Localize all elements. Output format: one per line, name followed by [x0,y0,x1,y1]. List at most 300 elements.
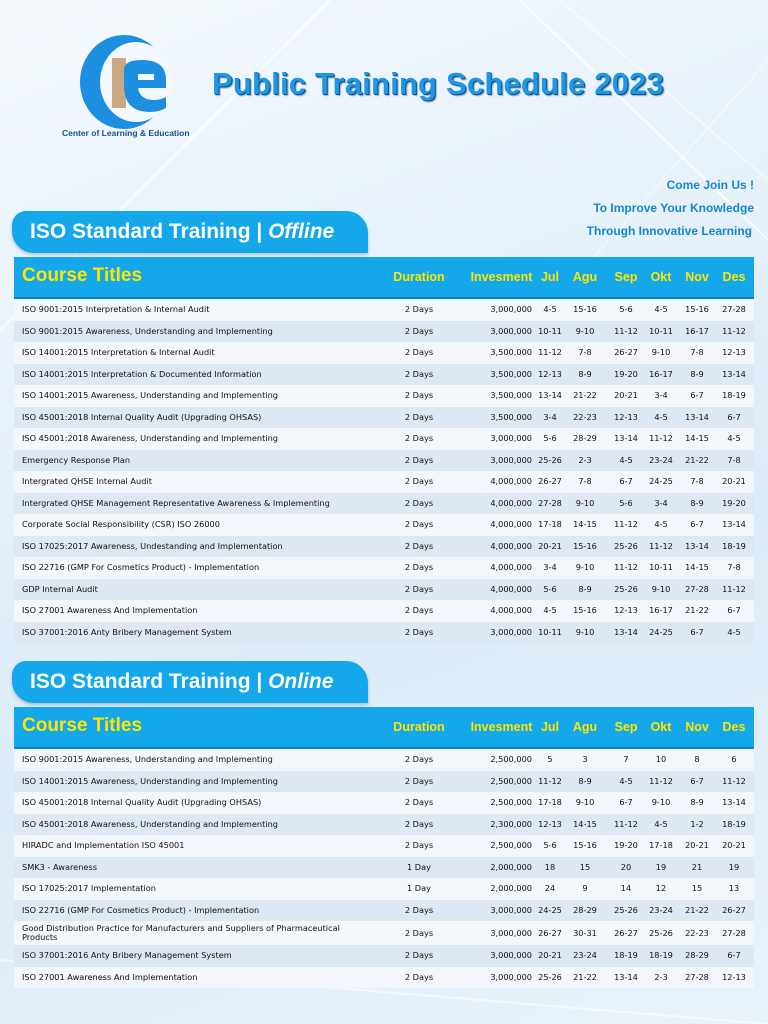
month-nov: 15-16 [685,304,709,314]
month-jul: 10-11 [538,325,562,336]
table-row [14,557,754,579]
month-jul: 3-4 [543,562,557,572]
month-jul: 25-26 [538,454,562,465]
month-agu: 28-29 [573,433,597,443]
page-title: Public Training Schedule 2023 [212,66,665,101]
duration: 2 Days [404,390,434,400]
month-nov: 15 [691,883,703,893]
duration: 2 Days [404,840,434,850]
month-agu: 8-9 [578,775,592,786]
month-des: 18-19 [722,540,746,551]
col-course-titles: Course Titles [22,265,143,286]
month-jul: 18 [544,861,556,872]
online-section-banner [12,661,368,703]
month-nov: 14-15 [685,562,709,572]
month-jul: 17-18 [538,519,562,529]
month-sep: 12-13 [614,605,638,615]
course-title: SMK3 - Awareness [22,861,97,872]
month-jul: 11-12 [538,347,562,357]
month-agu: 15-16 [573,840,597,850]
month-okt: 10-11 [649,562,673,572]
table-row [14,814,754,836]
col-des: Des [722,270,746,284]
course-title: Intergrated QHSE Management Representative Awareness & Implementing [22,497,330,508]
table-row [14,622,754,644]
course-title: ISO 45001:2018 Awareness, Understanding and Implementing [22,433,278,443]
month-agu: 9 [582,883,588,893]
month-okt: 23-24 [649,904,673,915]
course-title: ISO 17025:2017 Implementation [22,883,156,893]
month-jul: 25-26 [538,971,562,982]
investment: 4,000,000 [490,540,532,551]
month-okt: 11-12 [649,775,673,786]
month-des: 13-14 [722,797,746,807]
month-sep: 4-5 [619,454,633,465]
duration: 2 Days [404,540,434,551]
month-agu: 9-10 [575,562,595,572]
duration: 2 Days [404,476,434,486]
month-okt: 12 [655,883,667,893]
month-des: 27-28 [722,304,746,314]
month-agu: 7-8 [578,347,592,357]
month-des: 6-7 [727,950,741,960]
banner-prefix: ISO Standard Training | [30,670,269,693]
table-row [14,407,754,429]
month-agu: 23-24 [573,950,597,960]
month-jul: 10-11 [538,626,562,637]
month-des: 6-7 [727,605,741,615]
course-title: ISO 45001:2018 Awareness, Understanding and Implementing [22,818,278,829]
duration: 2 Days [404,454,434,465]
month-nov: 20-21 [685,840,709,850]
month-sep: 11-12 [614,325,638,336]
month-agu: 2-3 [578,454,592,465]
investment: 4,000,000 [490,476,532,486]
month-des: 4-5 [727,626,741,637]
investment: 3,000,000 [490,304,532,314]
month-agu: 22-23 [573,411,597,422]
tagline-3: Through Innovative Learning [586,224,752,238]
month-des: 7-8 [727,562,741,572]
duration: 2 Days [404,775,434,786]
course-title: ISO 9001:2015 Awareness, Understanding and Implementing [22,754,273,764]
month-okt: 4-5 [654,818,668,829]
duration: 2 Days [404,971,434,982]
month-agu: 9-10 [575,325,595,336]
month-okt: 4-5 [654,304,668,314]
month-jul: 20-21 [538,950,562,960]
month-nov: 21-22 [685,605,709,615]
duration: 2 Days [404,304,434,314]
course-title: ISO 27001 Awareness And Implementation [22,605,198,615]
table-row [14,967,754,989]
month-des: 26-27 [722,904,746,915]
month-nov: 21-22 [685,454,709,465]
month-nov: 13-14 [685,411,709,422]
col-jul: Jul [540,720,560,734]
month-nov: 22-23 [685,928,709,938]
month-des: 7-8 [727,454,741,465]
month-agu: 28-29 [573,904,597,915]
duration: 1 Day [407,861,431,872]
month-des: 6-7 [727,411,741,422]
month-sep: 25-26 [614,583,638,594]
month-agu: 7-8 [578,476,592,486]
month-agu: 8-9 [578,583,592,594]
month-jul: 27-28 [538,497,562,508]
table-row [14,385,754,407]
month-agu: 9-10 [575,497,595,508]
col-des: Des [722,720,746,734]
logo-tagline: Center of Learning & Education [62,128,190,138]
col-agu: Agu [572,720,598,734]
month-agu: 3 [582,754,588,764]
course-title: GDP Internal Audit [22,583,98,594]
month-des: 12-13 [722,971,746,982]
course-title: ISO 27001 Awareness And Implementation [22,971,198,982]
course-title: Emergency Response Plan [22,454,131,465]
month-des: 20-21 [722,476,746,486]
table-row [14,536,754,558]
online-table-body [14,749,754,988]
month-okt: 4-5 [654,519,668,529]
investment: 3,000,000 [490,433,532,443]
month-jul: 26-27 [538,928,562,938]
month-nov: 14-15 [685,433,709,443]
col-investment: Invesment [470,270,533,284]
investment: 4,000,000 [490,583,532,594]
table-row [14,579,754,601]
offline-table-body [14,299,754,643]
month-nov: 21-22 [685,904,709,915]
month-agu: 15-16 [573,605,597,615]
table-row [14,321,754,343]
month-agu: 14-15 [573,519,597,529]
table-row [14,600,754,622]
table-row [14,471,754,493]
month-nov: 13-14 [685,540,709,551]
investment: 4,000,000 [490,497,532,508]
col-okt: Okt [650,720,672,734]
month-sep: 19-20 [614,840,638,850]
month-okt: 11-12 [649,433,673,443]
month-sep: 5-6 [619,304,633,314]
duration: 2 Days [404,347,434,357]
month-nov: 6-7 [690,775,704,786]
course-title: ISO 14001:2015 Awareness, Understanding and Implementing [22,390,278,400]
month-agu: 21-22 [573,971,597,982]
course-title: Intergrated QHSE Internal Audit [22,476,152,486]
table-row [14,493,754,515]
month-okt: 11-12 [649,540,673,551]
month-sep: 13-14 [614,433,638,443]
investment: 3,000,000 [490,950,532,960]
month-jul: 26-27 [538,476,562,486]
col-nov: Nov [685,720,709,734]
duration: 2 Days [404,904,434,915]
table-row [14,792,754,814]
col-jul: Jul [540,270,560,284]
investment: 4,000,000 [490,519,532,529]
month-nov: 16-17 [685,325,709,336]
month-sep: 4-5 [619,775,633,786]
course-title: ISO 37001:2016 Anty Bribery Management System [22,950,232,960]
col-agu: Agu [572,270,598,284]
month-des: 6 [731,754,737,764]
month-agu: 30-31 [573,928,597,938]
course-title: ISO 17025:2017 Awareness, Undestanding and Implementation [22,540,283,551]
month-des: 19-20 [722,497,746,508]
investment: 4,000,000 [490,605,532,615]
month-sep: 25-26 [614,540,638,551]
col-duration: Duration [393,270,445,284]
month-des: 4-5 [727,433,741,443]
month-nov: 8-9 [690,368,704,379]
month-okt: 19 [655,861,667,872]
month-des: 13-14 [722,519,746,529]
investment: 3,500,000 [490,411,532,422]
month-sep: 18-19 [614,950,638,960]
month-sep: 11-12 [614,562,638,572]
col-sep: Sep [614,270,638,284]
month-sep: 25-26 [614,904,638,915]
tagline-1: Come Join Us ! [666,178,754,192]
investment: 3,000,000 [490,904,532,915]
month-jul: 24 [544,883,556,893]
month-okt: 16-17 [649,605,673,615]
offline-section-banner [12,211,368,253]
investment: 4,000,000 [490,562,532,572]
table-header [14,707,754,749]
col-course-titles: Course Titles [22,715,143,736]
duration: 2 Days [404,411,434,422]
month-sep: 13-14 [614,971,638,982]
duration: 2 Days [404,605,434,615]
duration: 2 Days [404,928,434,938]
month-nov: 27-28 [685,583,709,594]
course-title: ISO 37001:2016 Anty Bribery Management System [22,626,232,637]
table-row [14,878,754,900]
month-agu: 21-22 [573,390,597,400]
duration: 2 Days [404,433,434,443]
month-jul: 5-6 [543,840,557,850]
month-sep: 6-7 [619,797,633,807]
month-nov: 7-8 [690,476,704,486]
investment: 2,000,000 [490,861,532,872]
month-okt: 23-24 [649,454,673,465]
month-nov: 27-28 [685,971,709,982]
month-des: 20-21 [722,840,746,850]
course-title: ISO 22716 (GMP For Cosmetics Product) - Implementation [22,562,260,572]
duration: 2 Days [404,818,434,829]
investment: 3,000,000 [490,325,532,336]
col-nov: Nov [685,270,709,284]
duration: 2 Days [404,626,434,637]
month-okt: 25-26 [649,928,673,938]
month-okt: 10 [655,754,667,764]
month-sep: 20 [620,861,632,872]
investment: 3,500,000 [490,347,532,357]
course-title: Good Distribution Practice for Manufacturers and Suppliers of Pharmaceutical Products [22,924,340,942]
col-duration: Duration [393,720,445,734]
month-des: 11-12 [722,583,746,594]
investment: 2,300,000 [490,818,532,829]
month-okt: 16-17 [649,368,673,379]
table-row [14,364,754,386]
month-nov: 8 [694,754,700,764]
table-row [14,342,754,364]
month-des: 13-14 [722,368,746,379]
month-sep: 12-13 [614,411,638,422]
course-title: ISO 45001:2018 Internal Quality Audit (Upgrading OHSAS) [22,411,262,422]
month-agu: 15-16 [573,540,597,551]
month-okt: 18-19 [649,950,673,960]
course-title: Corporate Social Responsibility (CSR) ISO 26000 [22,519,220,529]
duration: 2 Days [404,562,434,572]
month-jul: 12-13 [538,368,562,379]
month-nov: 6-7 [690,519,704,529]
table-header [14,257,754,299]
month-okt: 17-18 [649,840,673,850]
duration: 2 Days [404,583,434,594]
table-row [14,857,754,879]
month-sep: 20-21 [614,390,638,400]
table-row [14,921,754,945]
month-sep: 5-6 [619,497,633,508]
table-row [14,299,754,321]
month-des: 12-13 [722,347,746,357]
month-okt: 10-11 [649,325,673,336]
course-title: ISO 14001:2015 Interpretation & Internal Audit [22,347,215,357]
month-sep: 6-7 [619,476,633,486]
month-sep: 11-12 [614,818,638,829]
month-des: 27-28 [722,928,746,938]
month-jul: 17-18 [538,797,562,807]
month-jul: 5 [547,754,553,764]
month-nov: 6-7 [690,390,704,400]
month-okt: 4-5 [654,411,668,422]
month-jul: 11-12 [538,775,562,786]
duration: 2 Days [404,950,434,960]
month-sep: 7 [623,754,629,764]
duration: 2 Days [404,754,434,764]
month-nov: 1-2 [690,818,704,829]
duration: 2 Days [404,519,434,529]
table-row [14,771,754,793]
month-nov: 28-29 [685,950,709,960]
table-row [14,945,754,967]
month-jul: 5-6 [543,583,557,594]
month-jul: 20-21 [538,540,562,551]
month-okt: 9-10 [651,583,671,594]
month-sep: 13-14 [614,626,638,637]
month-nov: 6-7 [690,626,704,637]
month-sep: 19-20 [614,368,638,379]
banner-prefix: ISO Standard Training | [30,220,269,243]
month-jul: 12-13 [538,818,562,829]
tagline-2: To Improve Your Knowledge [593,201,754,215]
table-row [14,514,754,536]
month-agu: 14-15 [573,818,597,829]
month-okt: 9-10 [651,347,671,357]
investment: 3,000,000 [490,626,532,637]
offline-schedule-table [14,257,754,643]
month-nov: 21 [691,861,703,872]
month-okt: 24-25 [649,626,673,637]
investment: 3,000,000 [490,971,532,982]
duration: 2 Days [404,368,434,379]
table-row [14,835,754,857]
month-des: 11-12 [722,325,746,336]
month-des: 13 [728,883,740,893]
course-title: ISO 45001:2018 Internal Quality Audit (Upgrading OHSAS) [22,797,262,807]
duration: 2 Days [404,497,434,508]
duration: 2 Days [404,325,434,336]
month-okt: 3-4 [654,390,668,400]
investment: 3,500,000 [490,390,532,400]
month-des: 18-19 [722,390,746,400]
banner-mode: Offline [268,220,335,243]
month-agu: 15-16 [573,304,597,314]
col-investment: Invesment [470,720,533,734]
investment: 3,000,000 [490,454,532,465]
investment: 2,500,000 [490,754,532,764]
month-des: 18-19 [722,818,746,829]
month-jul: 4-5 [543,605,557,615]
month-jul: 4-5 [543,304,557,314]
month-sep: 14 [620,883,632,893]
month-jul: 24-25 [538,904,562,915]
month-agu: 15 [579,861,591,872]
course-title: ISO 9001:2015 Interpretation & Internal Audit [22,304,210,314]
col-sep: Sep [614,720,638,734]
month-des: 11-12 [722,775,746,786]
month-agu: 8-9 [578,368,592,379]
online-schedule-table [14,707,754,988]
month-jul: 3-4 [543,411,557,422]
month-sep: 11-12 [614,519,638,529]
month-nov: 7-8 [690,347,704,357]
course-title: HIRADC and Implementation ISO 45001 [22,840,185,850]
month-sep: 26-27 [614,928,638,938]
table-row [14,450,754,472]
month-jul: 5-6 [543,433,557,443]
duration: 1 Day [407,883,431,893]
month-nov: 8-9 [690,497,704,508]
month-okt: 24-25 [649,476,673,486]
investment: 2,000,000 [490,883,532,893]
investment: 3,000,000 [490,928,532,938]
table-row [14,749,754,771]
month-agu: 9-10 [575,626,595,637]
table-row [14,428,754,450]
month-sep: 26-27 [614,347,638,357]
month-nov: 8-9 [690,797,704,807]
investment: 2,500,000 [490,840,532,850]
course-title: ISO 14001:2015 Awareness, Understanding and Implementing [22,775,278,786]
month-des: 19 [728,861,740,872]
month-okt: 3-4 [654,497,668,508]
col-okt: Okt [650,270,672,284]
month-jul: 13-14 [538,390,562,400]
month-okt: 2-3 [654,971,668,982]
month-okt: 9-10 [651,797,671,807]
month-agu: 9-10 [575,797,595,807]
investment: 2,500,000 [490,775,532,786]
course-title: ISO 22716 (GMP For Cosmetics Product) - Implementation [22,904,260,915]
investment: 2,500,000 [490,797,532,807]
course-title: ISO 9001:2015 Awareness, Understanding and Implementing [22,325,273,336]
